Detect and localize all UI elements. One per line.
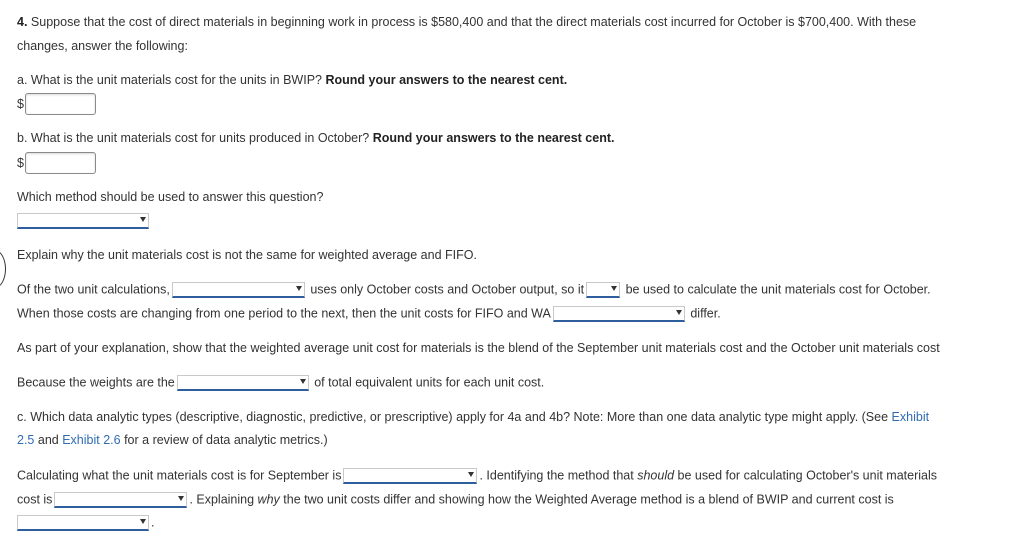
part-c-paragraph-line3: . [15, 515, 154, 531]
part-b-question: b. What is the unit materials cost for units produced in October? Round your answers to the nearest cent. [17, 131, 615, 145]
part-c-line2: 2.5 and Exhibit 2.6 for a review of data analytic metrics.) [17, 433, 328, 447]
explain-sentence-2: When those costs are changing from one period to the next, then the unit costs for FIFO and WA differ. [17, 306, 721, 321]
part-a-question: a. What is the unit materials cost for the units in BWIP? Round your answers to the nearest cent. [17, 73, 568, 87]
chevron-down-icon [178, 496, 184, 501]
explaining-analytic-dropdown[interactable] [17, 515, 149, 531]
part-c-line1: c. Which data analytic types (descriptive, diagnostic, predictive, or prescriptive) apply for 4a and 4b? Note: More than one data analytic type might apply. (See Exhibit [17, 410, 930, 424]
chevron-down-icon [296, 286, 302, 291]
part-c-paragraph-line2: cost is . Explaining why the two unit costs differ and showing how the Weighted Average method is a blend of BWIP and current cost is [17, 492, 894, 507]
exhibit-2-5-link-cont[interactable]: 2.5 [17, 433, 35, 447]
explain-sentence-4: Because the weights are the of total equivalent units for each unit cost. [17, 375, 545, 390]
should-dropdown[interactable] [586, 282, 620, 298]
part-a-input[interactable] [25, 93, 96, 115]
exhibit-2-5-link[interactable]: Exhibit [891, 410, 930, 424]
part-b-input[interactable] [25, 152, 96, 174]
october-method-analytic-dropdown[interactable] [54, 492, 187, 508]
method-question: Which method should be used to answer this question? [17, 190, 324, 204]
chevron-down-icon [676, 310, 682, 315]
part-c-paragraph-line1: Calculating what the unit materials cost is for September is . Identifying the method that should be used for calculating October's unit materials [17, 468, 938, 483]
explain-heading: Explain why the unit materials cost is not the same for weighted average and FIFO. [17, 248, 477, 262]
exhibit-2-6-link[interactable]: Exhibit 2.6 [62, 433, 121, 447]
weights-dropdown[interactable] [177, 375, 309, 391]
explain-sentence-1: Of the two unit calculations, uses only October costs and October output, so it be used to calculate the unit materials cost for October. [17, 282, 931, 297]
will-differ-dropdown[interactable] [553, 306, 685, 322]
part-b-currency: $ [17, 156, 24, 170]
chevron-down-icon [468, 472, 474, 477]
chevron-down-icon [140, 217, 146, 222]
unit-calculation-dropdown[interactable] [172, 282, 305, 298]
september-analytic-dropdown[interactable] [343, 468, 477, 484]
question-intro-line2: changes, answer the following: [17, 39, 188, 53]
chevron-down-icon [140, 519, 146, 524]
left-edge-curve [0, 250, 6, 288]
chevron-down-icon [611, 286, 617, 291]
method-dropdown[interactable] [17, 213, 149, 229]
chevron-down-icon [300, 379, 306, 384]
question-intro-line1: 4. Suppose that the cost of direct materials in beginning work in process is $580,400 and that the direct materials cost incurred for October is $700,400. With these [17, 15, 917, 29]
part-a-currency: $ [17, 97, 24, 111]
explain-sentence-3: As part of your explanation, show that the weighted average unit cost for materials is the blend of the September unit materials cost and the October unit materials cost [17, 341, 940, 355]
question-number: 4. [17, 15, 28, 29]
